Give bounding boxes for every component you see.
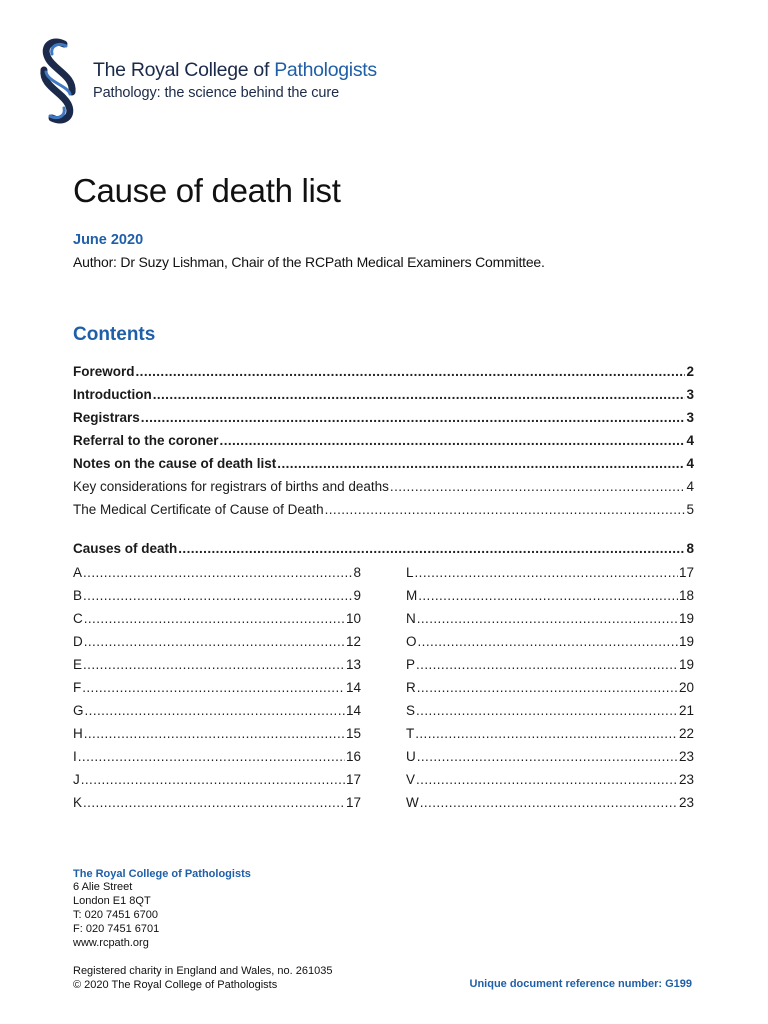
document-title: Cause of death list <box>73 172 341 209</box>
org-name-part2: Pathologists <box>274 59 377 81</box>
toc-leader <box>325 502 686 518</box>
index-page: 19 <box>678 611 694 626</box>
index-page: 16 <box>345 749 361 764</box>
index-leader <box>418 588 678 604</box>
index-entry[interactable] <box>73 680 361 696</box>
toc-entry[interactable] <box>73 410 694 426</box>
toc-leader <box>277 456 685 472</box>
section-sign-logo-icon <box>34 36 82 126</box>
toc-leader <box>141 410 686 426</box>
index-entry[interactable] <box>73 634 361 650</box>
index-leader <box>417 749 678 765</box>
index-letter: I <box>73 749 77 764</box>
toc-subentry[interactable] <box>73 479 694 495</box>
toc-entry[interactable] <box>73 364 694 380</box>
index-page: 18 <box>678 588 694 603</box>
document-author: Author: Dr Suzy Lishman, Chair of the RCPath Medical Examiners Committee. <box>73 254 545 270</box>
index-leader <box>84 634 345 650</box>
index-page: 13 <box>345 657 361 672</box>
toc-entry-page: 8 <box>686 541 694 556</box>
index-leader <box>83 588 352 604</box>
index-leader <box>83 565 352 581</box>
toc-entry-label: The Medical Certificate of Cause of Death <box>73 502 324 517</box>
index-leader <box>78 749 345 765</box>
index-leader <box>83 657 345 673</box>
toc-entry-page: 4 <box>686 433 694 448</box>
index-letter: D <box>73 634 83 649</box>
index-letter: R <box>406 680 416 695</box>
toc-entry-label: Key considerations for registrars of births and deaths <box>73 479 389 494</box>
index-letter: A <box>73 565 83 580</box>
index-entry[interactable] <box>73 588 361 604</box>
document-reference: Unique document reference number: G199 <box>469 978 692 990</box>
index-letter: N <box>406 611 416 626</box>
index-letter: F <box>73 680 82 695</box>
footer-charity: Registered charity in England and Wales, no. 261035 <box>73 965 333 977</box>
index-letter: V <box>406 772 416 787</box>
toc-leader <box>136 364 686 380</box>
toc-entry-page: 3 <box>686 410 694 425</box>
footer-phone: T: 020 7451 6700 <box>73 909 159 921</box>
index-leader <box>415 726 678 742</box>
index-entry[interactable] <box>406 588 694 604</box>
index-entry[interactable] <box>406 634 694 650</box>
footer-address-line: London E1 8QT <box>73 895 151 907</box>
index-page: 12 <box>345 634 361 649</box>
index-page: 17 <box>345 772 361 787</box>
index-letter: J <box>73 772 80 787</box>
index-entry[interactable] <box>73 657 361 673</box>
index-page: 14 <box>345 703 361 718</box>
toc-entry-label: Introduction <box>73 387 152 402</box>
toc-entry-label: Referral to the coroner <box>73 433 219 448</box>
index-page: 14 <box>345 680 361 695</box>
index-entry[interactable] <box>406 795 694 811</box>
index-letter: M <box>406 588 418 603</box>
toc-entry-label: Notes on the cause of death list <box>73 456 277 471</box>
index-entry[interactable] <box>406 565 694 581</box>
index-letter: W <box>406 795 419 810</box>
toc-entry-page: 4 <box>686 456 694 471</box>
toc-entry[interactable] <box>73 456 694 472</box>
index-entry[interactable] <box>73 795 361 811</box>
toc-subentry[interactable] <box>73 502 694 518</box>
index-leader <box>416 703 678 719</box>
index-entry[interactable] <box>73 703 361 719</box>
index-leader <box>84 611 345 627</box>
toc-entry-page: 2 <box>686 364 694 379</box>
footer-website-link[interactable]: www.rcpath.org <box>73 937 149 949</box>
index-page: 23 <box>678 749 694 764</box>
index-entry[interactable] <box>406 657 694 673</box>
index-page: 8 <box>353 565 361 580</box>
index-entry[interactable] <box>73 611 361 627</box>
footer-address-line: 6 Alie Street <box>73 881 133 893</box>
index-leader <box>420 795 678 811</box>
toc-leader <box>220 433 686 449</box>
index-letter: L <box>406 565 414 580</box>
index-entry[interactable] <box>73 749 361 765</box>
index-entry[interactable] <box>406 703 694 719</box>
index-page: 15 <box>345 726 361 741</box>
toc-leader <box>153 387 686 403</box>
index-entry[interactable] <box>406 749 694 765</box>
footer-org-name: The Royal College of Pathologists <box>73 868 251 880</box>
index-page: 17 <box>678 565 694 580</box>
toc-entry-label: Causes of death <box>73 541 178 556</box>
index-letter: K <box>73 795 83 810</box>
toc-entry-page: 4 <box>686 479 694 494</box>
contents-heading: Contents <box>73 324 156 345</box>
index-entry[interactable] <box>406 680 694 696</box>
index-letter: E <box>73 657 83 672</box>
index-leader <box>416 772 678 788</box>
index-leader <box>81 772 345 788</box>
toc-leader <box>178 541 685 557</box>
index-letter: U <box>406 749 416 764</box>
index-leader <box>83 795 345 811</box>
org-tagline: Pathology: the science behind the cure <box>93 85 340 101</box>
index-letter: P <box>406 657 416 672</box>
toc-entry-page: 3 <box>686 387 694 402</box>
index-letter: G <box>73 703 84 718</box>
index-leader <box>417 611 678 627</box>
index-leader <box>82 680 345 696</box>
index-leader <box>84 726 345 742</box>
org-name <box>93 58 377 82</box>
toc-entry[interactable] <box>73 387 694 403</box>
index-leader <box>418 634 678 650</box>
index-page: 19 <box>678 634 694 649</box>
index-letter: T <box>406 726 415 741</box>
toc-causes-of-death[interactable] <box>73 541 694 557</box>
index-letter: S <box>406 703 416 718</box>
index-page: 10 <box>345 611 361 626</box>
toc-entry-label: Registrars <box>73 410 140 425</box>
index-letter: H <box>73 726 83 741</box>
index-entry[interactable] <box>73 772 361 788</box>
index-leader <box>417 680 678 696</box>
index-entry[interactable] <box>406 611 694 627</box>
toc-leader <box>390 479 686 495</box>
index-entry[interactable] <box>73 726 361 742</box>
index-entry[interactable] <box>406 772 694 788</box>
index-page: 9 <box>353 588 361 603</box>
footer-copyright: © 2020 The Royal College of Pathologists <box>73 979 278 991</box>
index-letter: C <box>73 611 83 626</box>
index-entry[interactable] <box>406 726 694 742</box>
index-entry[interactable] <box>73 565 361 581</box>
toc-entry[interactable] <box>73 433 694 449</box>
index-letter: B <box>73 588 83 603</box>
index-page: 22 <box>678 726 694 741</box>
index-page: 21 <box>678 703 694 718</box>
toc-entry-label: Foreword <box>73 364 135 379</box>
org-name-part1: The Royal College of <box>93 59 275 81</box>
toc-entry-page: 5 <box>686 502 694 517</box>
index-page: 20 <box>678 680 694 695</box>
brand <box>93 58 377 101</box>
index-leader <box>85 703 345 719</box>
index-leader <box>416 657 678 673</box>
index-letter: O <box>406 634 417 649</box>
index-page: 23 <box>678 772 694 787</box>
index-page: 19 <box>678 657 694 672</box>
footer-fax: F: 020 7451 6701 <box>73 923 160 935</box>
index-page: 23 <box>678 795 694 810</box>
index-leader <box>415 565 678 581</box>
index-page: 17 <box>345 795 361 810</box>
document-date: June 2020 <box>73 232 144 248</box>
